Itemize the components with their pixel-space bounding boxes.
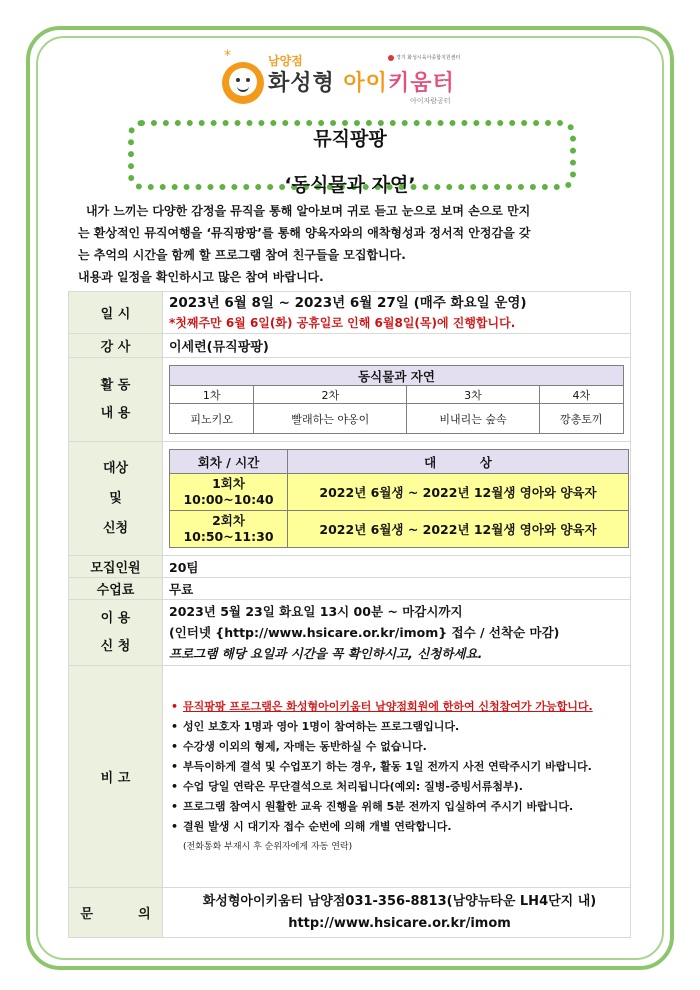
- teacher-label: 강 사: [69, 334, 163, 358]
- note-item: • 수강생 이외의 형제, 자매는 동반하실 수 없습니다.: [169, 737, 630, 757]
- info-table: [68, 291, 631, 938]
- activity-theme: 동식물과 자연: [170, 366, 624, 386]
- note-item: • 결원 발생 시 대기자 접수 순번에 의해 개별 연락합니다.: [169, 817, 630, 837]
- intro-line: 내가 느끼는 다양한 감정을 뮤직을 통해 알아보며 귀로 듣고 눈으로 보며 손으로 만지: [86, 204, 531, 218]
- capacity-label: 모집인원: [69, 556, 163, 578]
- apply-method: (인터넷 {http://www.hsicare.or.kr/imom} 접수 / 선착순 마감): [169, 625, 560, 640]
- note-item: • 수업 당일 연락은 무단결석으로 처리됩니다(예외: 질병-증빙서류첨부).: [169, 777, 630, 797]
- intro-text: [78, 200, 628, 288]
- session-header: 4차: [539, 386, 623, 404]
- session-song: 비내리는 숲속: [407, 404, 539, 434]
- logo-center-name: 경기 화성시육아종합지원센터: [388, 54, 460, 61]
- session-header: 2차: [254, 386, 407, 404]
- round-time: 1회차 10:00~10:40: [170, 474, 288, 511]
- fee-label: 수업료: [69, 578, 163, 600]
- target-cell: [163, 442, 631, 556]
- logo-name: 화성형 아이키움터: [268, 71, 455, 96]
- session-header: 3차: [407, 386, 539, 404]
- apply-period: 2023년 5월 23일 화요일 13시 00분 ~ 마감시까지: [169, 604, 463, 619]
- intro-line: 는 환상적인 뮤직여행을 ‘뮤직팡팡’를 통해 양육자와의 애착형성과 정서적 안정감을 갖: [78, 226, 531, 240]
- target-head-time: 회차 / 시간: [170, 450, 288, 474]
- intro-line: 는 추억의 시간을 함께 할 프로그램 참여 친구들을 모집합니다.: [78, 248, 406, 262]
- note-item: • 성인 보호자 1명과 영아 1명이 참여하는 프로그램입니다.: [169, 717, 630, 737]
- date-label: 일 시: [69, 292, 163, 334]
- session-song: 깡총토끼: [539, 404, 623, 434]
- round-time: 2회차 10:50~11:30: [170, 511, 288, 548]
- session-song: 피노키오: [170, 404, 254, 434]
- activity-table: [169, 365, 624, 434]
- session-song: 빨래하는 야옹이: [254, 404, 407, 434]
- teacher-value: 이세련(뮤직팡팡): [163, 334, 631, 358]
- contact-phone: 화성형아이키움터 남양점031-356-8813(남양뉴타운 LH4단지 내): [202, 893, 597, 909]
- logo-branch: 남양점: [268, 54, 303, 68]
- notes-cell: [163, 666, 631, 888]
- target-head: 대 상: [288, 450, 629, 474]
- program-title: 뮤직팡팡: [313, 128, 387, 150]
- logo-subtitle: 아이자람공터: [410, 97, 451, 105]
- contact-cell: [163, 888, 631, 938]
- note-item: • 뮤직팡팡 프로그램은 화성형아이키움터 남양점회원에 한하여 신청참여가 가능합니다.: [169, 697, 630, 717]
- date-range: 2023년 6월 8일 ~ 2023년 6월 27일 (매주 화요일 운영): [169, 294, 527, 311]
- target-table: [169, 449, 629, 548]
- capacity-value: 20팀: [163, 556, 631, 578]
- apply-cell: [163, 600, 631, 666]
- intro-line: 내용과 일정을 확인하시고 많은 참여 바랍니다.: [78, 270, 324, 284]
- note-item: • 부득이하게 결석 및 수업포기 하는 경우, 활동 1일 전까지 사전 연락주시기 바랍니다.: [169, 757, 630, 777]
- round-target: 2022년 6월생 ~ 2022년 12월생 영아와 양육자: [288, 511, 629, 548]
- target-label: 대상 및 신청: [69, 442, 163, 556]
- notes-list: [169, 693, 630, 861]
- notes-label: 비 고: [69, 666, 163, 888]
- fee-value: 무료: [163, 578, 631, 600]
- child-face-icon: [222, 62, 264, 104]
- apply-reminder: 프로그램 해당 요일과 시간을 꼭 확인하시고, 신청하세요.: [169, 646, 483, 661]
- activity-label: 활 동 내 용: [69, 358, 163, 442]
- program-subtitle: ‘동식물과 자연’: [284, 174, 416, 196]
- logo-star-icon: *: [224, 48, 231, 64]
- session-header: 1차: [170, 386, 254, 404]
- logo: [222, 48, 492, 110]
- note-footnote: (전화통화 부재시 후 순위자에게 자동 연락): [183, 841, 353, 852]
- apply-label: 이 용 신 청: [69, 600, 163, 666]
- activity-cell: [163, 358, 631, 442]
- contact-url[interactable]: http://www.hsicare.or.kr/imom: [288, 915, 511, 931]
- date-cell: [163, 292, 631, 334]
- round-target: 2022년 6월생 ~ 2022년 12월생 영아와 양육자: [288, 474, 629, 511]
- note-item: • 프로그램 참여시 원활한 교육 진행을 위해 5분 전까지 입실하여 주시기 바랍니다.: [169, 797, 630, 817]
- contact-label: 문 의: [69, 888, 163, 938]
- date-notice: *첫째주만 6월 6일(화) 공휴일로 인해 6월8일(목)에 진행합니다.: [169, 315, 516, 330]
